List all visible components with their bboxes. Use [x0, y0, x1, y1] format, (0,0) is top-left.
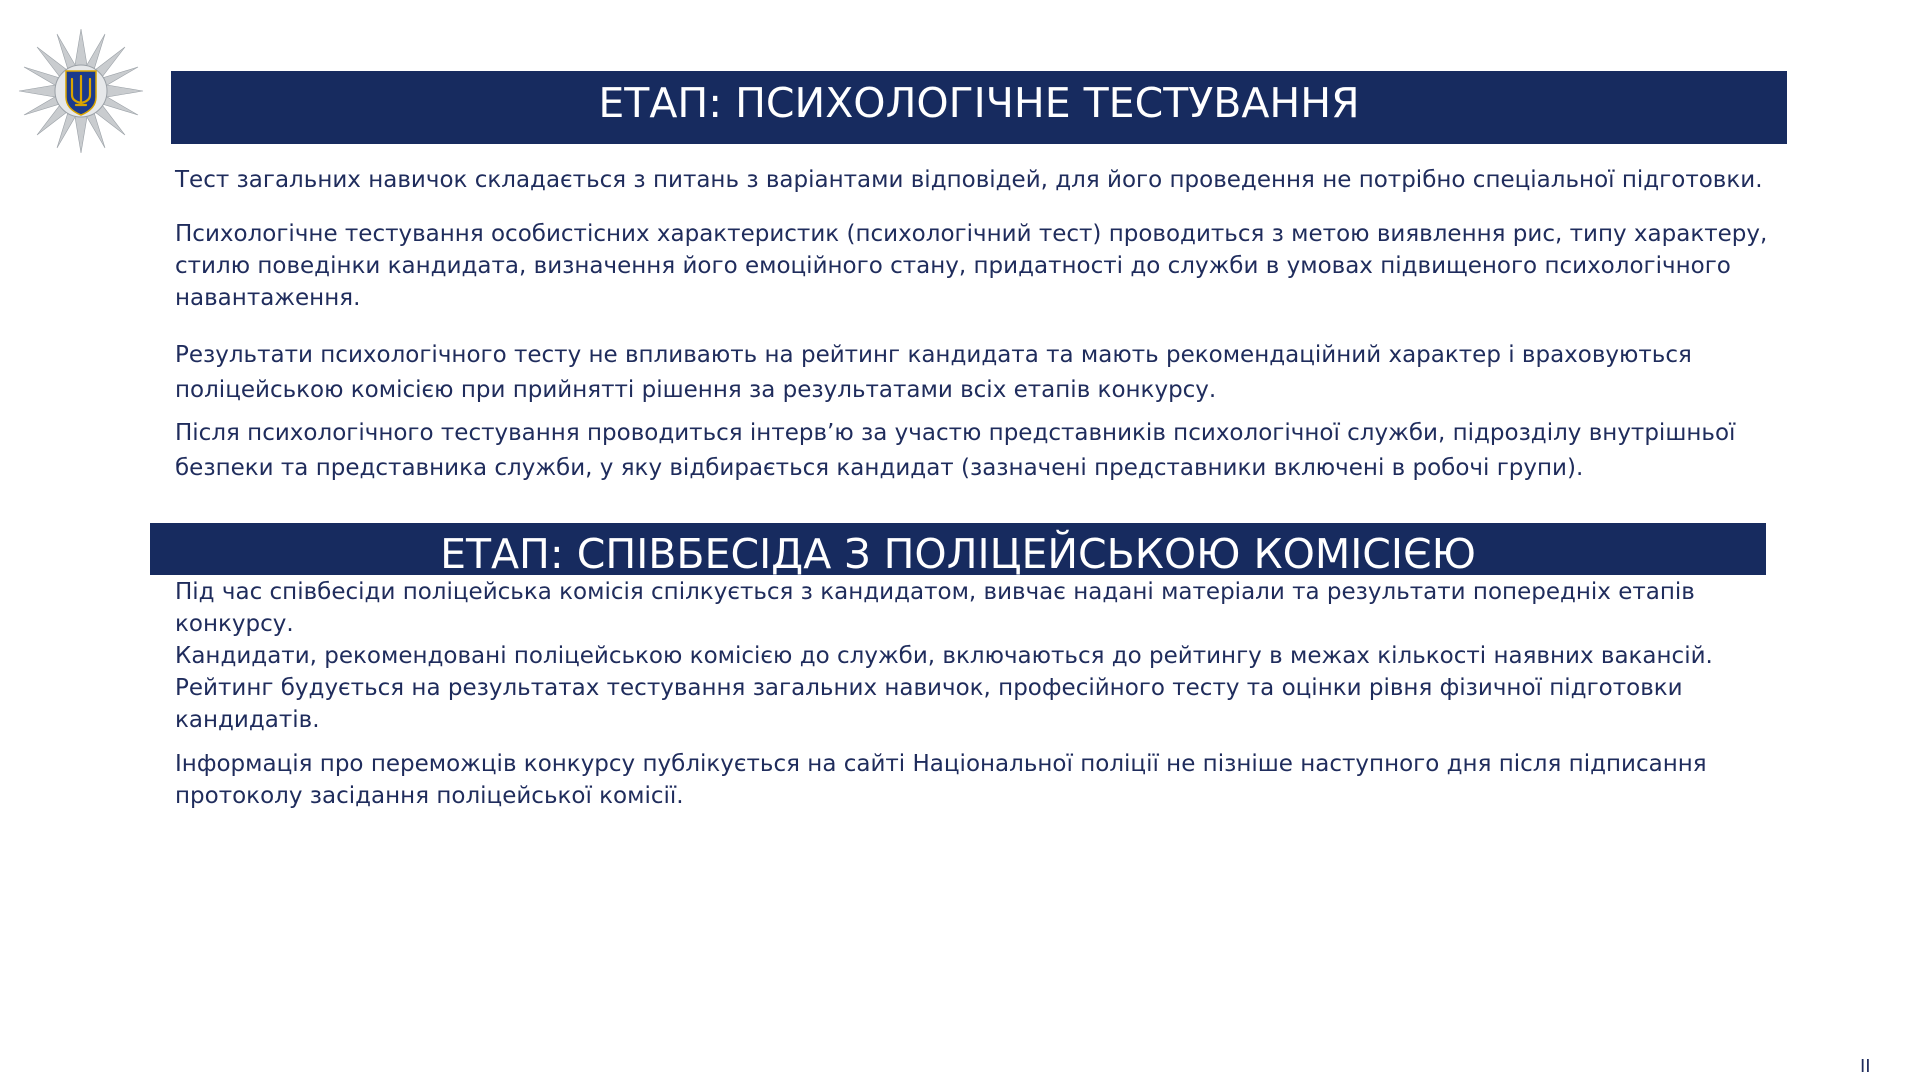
paragraph-test-results: Результати психологічного тесту не впливають на рейтинг кандидата та мають рекомендаційний характер і враховуються поліцейською комісією при прийнятті рішення за результатами всіх етапів конкурсу.: [175, 342, 1692, 403]
page-number: ІІ: [1860, 1056, 1871, 1077]
police-emblem: [16, 26, 146, 156]
section-title-psychological-testing: ЕТАП: ПСИХОЛОГІЧНЕ ТЕСТУВАННЯ: [171, 71, 1787, 144]
section-title-police-commission-interview: ЕТАП: СПІВБЕСІДА З ПОЛІЦЕЙСЬКОЮ КОМІСІЄЮ: [150, 523, 1766, 575]
paragraph-interview: Після психологічного тестування проводиться інтерв’ю за участю представників психологічної служби, підрозділу внутрішньої безпеки та представника служби, у яку відбирається кандидат (зазначені представники включені в робочі групи).: [175, 420, 1736, 481]
paragraph-commission-interview: Під час співбесіди поліцейська комісія спілкується з кандидатом, вивчає надані матеріали та результати попередніх етапів конкурсу.: [175, 579, 1695, 637]
paragraph-general-skills-test: Тест загальних навичок складається з питань з варіантами відповідей, для його проведення не потрібно спеціальної підготовки.: [175, 167, 1763, 193]
paragraph-candidates-rating: Кандидати, рекомендовані поліцейською комісією до служби, включаються до рейтингу в межах кількості наявних вакансій.: [175, 643, 1713, 669]
paragraph-winners-publication: Інформація про переможців конкурсу публікується на сайті Національної поліції не пізніше наступного дня після підписання протоколу засідання поліцейської комісії.: [175, 751, 1707, 809]
police-star-trident-icon: [16, 26, 146, 156]
paragraph-personality-testing: Психологічне тестування особистісних характеристик (психологічний тест) проводиться з метою виявлення рис, типу характеру, стилю поведінки кандидата, визначення його емоційного стану, придатності до служби в умовах підвищеного психологічного навантаження.: [175, 221, 1768, 311]
paragraph-rating-basis: Рейтинг будується на результатах тестування загальних навичок, професійного тесту та оцінки рівня фізичної підготовки кандидатів.: [175, 675, 1683, 733]
